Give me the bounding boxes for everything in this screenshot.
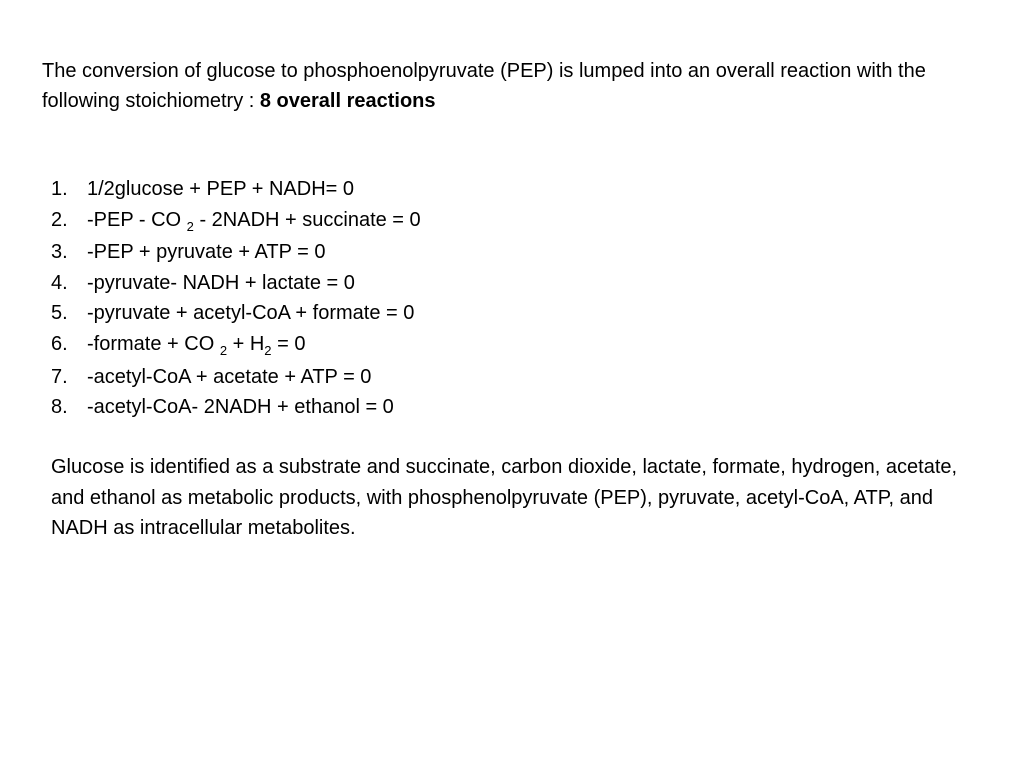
reaction-text: -formate + CO — [87, 332, 220, 355]
reaction-text: -pyruvate- NADH + lactate = 0 — [87, 271, 355, 294]
reaction-number: 4. — [51, 271, 68, 294]
summary-paragraph: Glucose is identified as a substrate and succinate, carbon dioxide, lactate, formate, hydrogen, acetate, and ethanol as metabolic products, with phosphenolpyruvate (PEP), pyruvate, acetyl-CoA, ATP, and NADH as intracellular metabolites. — [51, 456, 958, 539]
subscript: 2 — [264, 342, 272, 358]
reaction-number: 7. — [51, 365, 68, 388]
reaction-text: -pyruvate + acetyl-CoA + formate = 0 — [87, 302, 415, 325]
reaction-text: -PEP - CO — [87, 208, 187, 231]
reaction-text: -acetyl-CoA- 2NADH + ethanol = 0 — [87, 396, 394, 419]
reaction-item — [51, 237, 421, 268]
reaction-item — [51, 174, 421, 205]
reaction-item — [51, 329, 421, 362]
reaction-item — [51, 298, 421, 329]
reaction-text: - 2NADH + succinate = 0 — [193, 208, 421, 231]
reaction-item — [51, 362, 421, 393]
reaction-number: 6. — [51, 332, 68, 355]
subscript: 2 — [219, 342, 228, 358]
reaction-number: 2. — [51, 208, 68, 231]
reaction-number: 5. — [51, 302, 68, 325]
subscript: 2 — [186, 218, 194, 234]
reaction-text: = 0 — [271, 332, 306, 355]
reaction-number: 3. — [51, 241, 68, 264]
reaction-item — [51, 392, 421, 423]
reaction-item — [51, 268, 421, 299]
reaction-number: 1. — [51, 178, 68, 200]
intro-emphasis: 8 overall reactions — [259, 90, 436, 112]
reaction-text: -PEP + pyruvate + ATP = 0 — [87, 241, 326, 264]
reaction-text: + H — [227, 332, 265, 355]
intro-text: The conversion of glucose to phosphoenolpyruvate (PEP) is lumped into an overall reaction with the following stoichiometry : — [42, 60, 926, 112]
intro-paragraph — [42, 56, 1002, 116]
reaction-number: 8. — [51, 396, 68, 419]
reaction-text: -acetyl-CoA + acetate + ATP = 0 — [87, 365, 372, 388]
reaction-text: 1/2glucose + PEP + NADH= 0 — [87, 178, 355, 200]
reaction-item — [51, 205, 421, 238]
reaction-list — [51, 174, 421, 423]
